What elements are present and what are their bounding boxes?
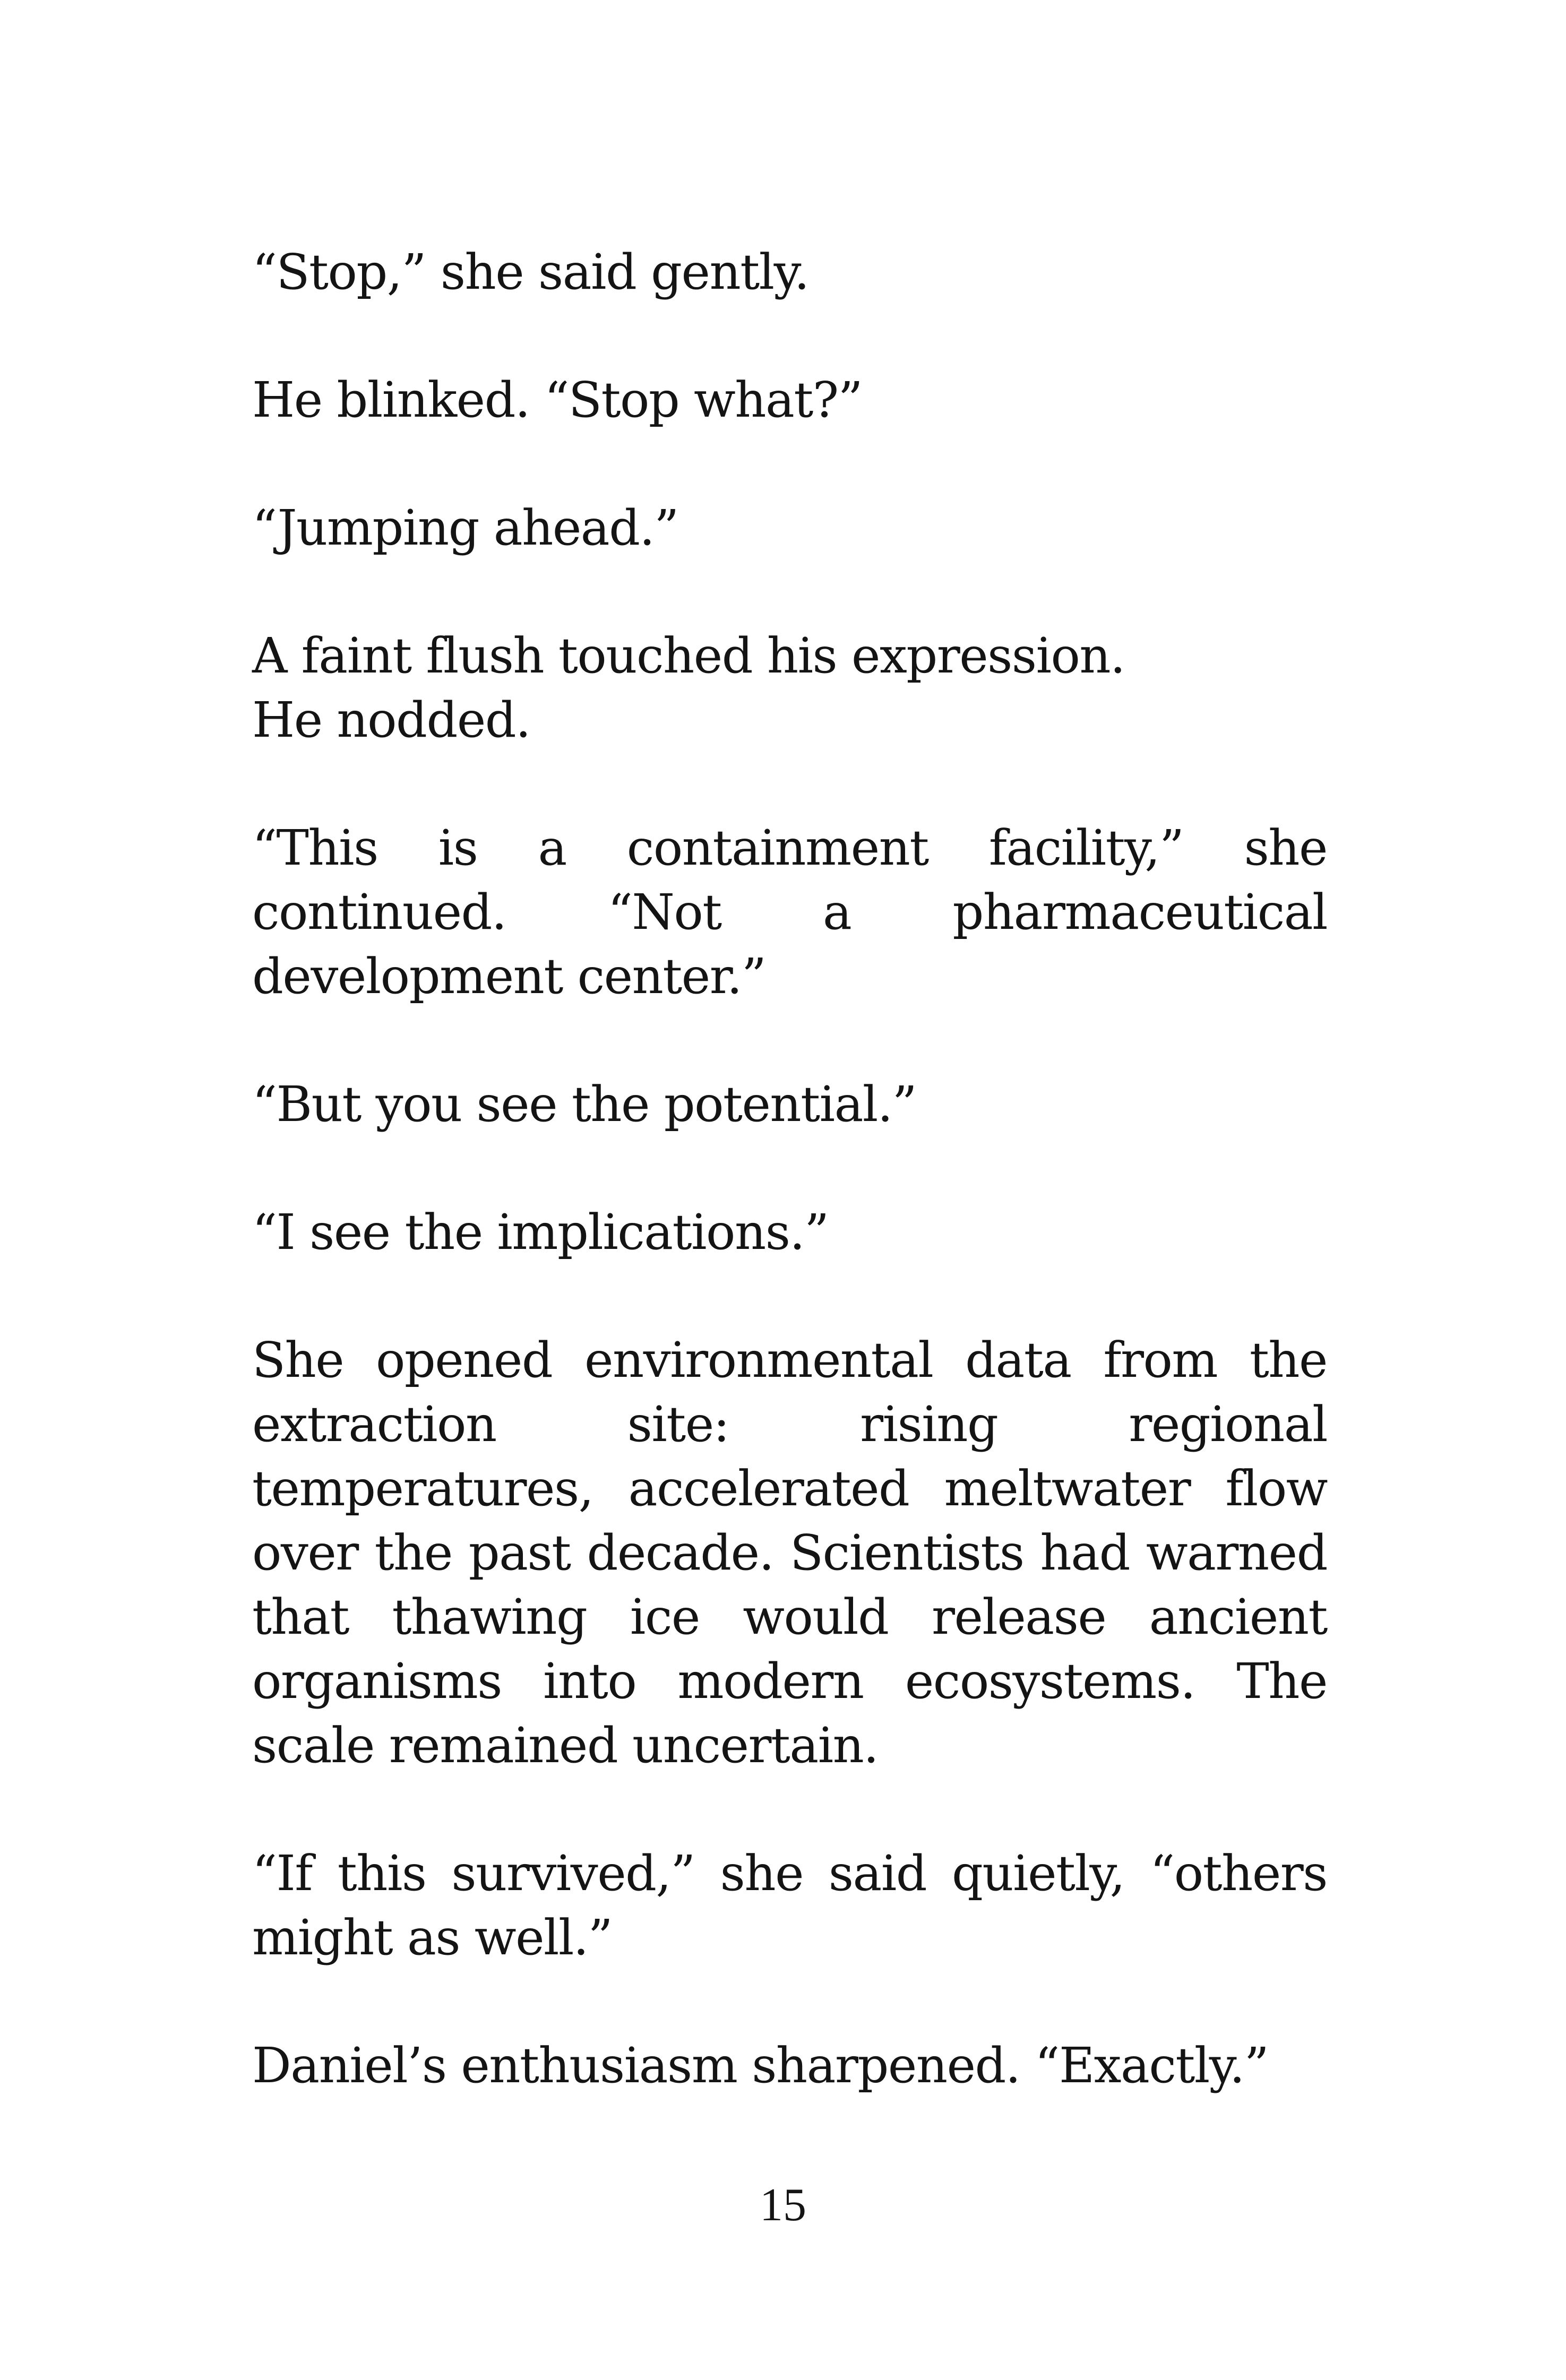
- paragraph: “If this survived,” she said quietly, “others might as well.”: [252, 1845, 1327, 1966]
- paragraph-line: A faint flush touched his expression.: [252, 627, 1125, 684]
- paragraph: “Jumping ahead.”: [252, 499, 678, 556]
- page-number: 15: [760, 2179, 806, 2231]
- paragraph: “I see the implications.”: [252, 1204, 829, 1261]
- paragraph-line: He nodded.: [252, 692, 530, 748]
- paragraph: He blinked. “Stop what?”: [252, 372, 863, 428]
- paragraph: “But you see the potential.”: [252, 1076, 917, 1133]
- paragraph: She opened environmental data from the extraction site: rising regional temperatures, accelerated meltwater flow over the past decade. Scientists had warned that thawing ice would release ancient organisms into modern ecosystems. The scale remained uncertain.: [252, 1332, 1327, 1774]
- paragraph: Daniel’s enthusiasm sharpened. “Exactly.”: [252, 2037, 1269, 2094]
- paragraph-group: [252, 624, 1327, 752]
- body-text: [252, 240, 1327, 2161]
- paragraph: “Stop,” she said gently.: [252, 244, 809, 300]
- paragraph: “This is a containment facility,” she continued. “Not a pharmaceutical development center.”: [252, 820, 1327, 1005]
